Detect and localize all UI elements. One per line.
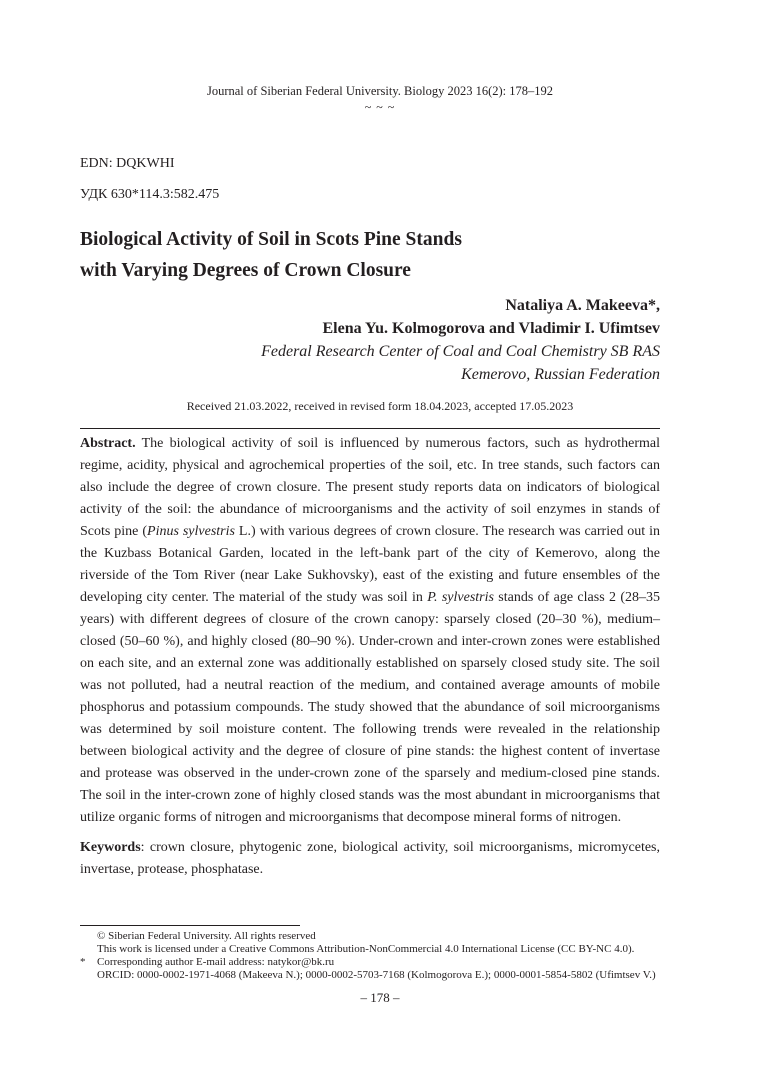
keywords-text: : crown closure, phytogenic zone, biological activity, soil microorganisms, micromycetes, invertase, protease, phosphatase. (80, 840, 660, 877)
abstract-label: Abstract. (80, 436, 136, 451)
keywords (80, 837, 660, 881)
affiliation: Federal Research Center of Coal and Coal Chemistry SB RAS (261, 343, 660, 360)
footnote-star-marker: * (80, 956, 86, 968)
footnote-orcid: ORCID: 0000-0002-1971-4068 (Makeeva N.); 0000-0002-5703-7168 (Kolmogorova E.); 0000-0001-5854-5802 (Ufimtsev V.) (97, 969, 656, 981)
author-block (261, 294, 660, 386)
abstract (80, 433, 660, 829)
location: Kemerovo, Russian Federation (461, 366, 660, 383)
abstract-text-3: stands of age class 2 (28–35 years) with different degrees of closure of the crown canopy: sparsely closed (20–30 %), medium–closed (50–60 %), and highly closed (80–90 %). Under-crown and inter-crown zones were established on each site, and an external zone was additionally established on sparsely closed study site. The soil was not polluted, had a neutral reaction of the medium, and contained average amounts of mobile phosphorus and potassium compounds. The study showed that the abundance of soil microorganisms was determined by soil moisture content. The following trends were revealed in the relationship between biological activity and the degree of closure of pine stands: the highest content of invertase and protease was observed in the under-crown zone of the sparsely and medium-closed pine stands. The soil in the inter-crown zone of highly closed stands was the most abundant in microorganisms that utilize organic forms of nitrogen and microorganisms that decompose mineral forms of nitrogen. (80, 590, 660, 825)
abstract-divider (80, 428, 660, 429)
edn-code: EDN: DQKWHI (80, 156, 175, 171)
article-title (80, 224, 640, 286)
footnote-divider (80, 925, 300, 926)
received-dates: Received 21.03.2022, received in revised form 18.04.2023, accepted 17.05.2023 (186, 399, 574, 413)
authors-line-2: Elena Yu. Kolmogorova and Vladimir I. Ufimtsev (322, 320, 660, 337)
journal-header: Journal of Siberian Federal University. Biology 2023 16(2): 178–192 (206, 84, 553, 98)
abstract-species-short: P. sylvestris (427, 590, 494, 605)
footnote-license: This work is licensed under a Creative Commons Attribution-NonCommercial 4.0 International License (CC BY-NC 4.0). (97, 943, 635, 955)
keywords-label: Keywords (80, 840, 141, 855)
footnote-copyright: © Siberian Federal University. All rights reserved (97, 930, 316, 942)
footnote-corresponding: Corresponding author E-mail address: natykor@bk.ru (97, 956, 335, 968)
title-line-2: with Varying Degrees of Crown Closure (80, 260, 411, 281)
page-number: – 178 – (360, 990, 400, 1005)
abstract-text-1: The biological activity of soil is influenced by numerous factors, such as hydrothermal regime, acidity, physical and agrochemical properties of the soil, etc. In tree stands, such factors can also include the degree of crown closure. The present study reports data on indicators of biological activity of the soil: the abundance of microorganisms and the activity of soil enzymes in stands of Scots pine ( (80, 436, 660, 539)
title-line-1: Biological Activity of Soil in Scots Pine Stands (80, 229, 462, 250)
header-ornament: ~ ~ ~ (364, 100, 396, 114)
authors-line-1: Nataliya A. Makeeva*, (505, 297, 660, 314)
udk-code: УДК 630*114.3:582.475 (80, 187, 220, 202)
abstract-species: Pinus sylvestris (147, 524, 235, 539)
abstract-text-2: L.) with various degrees of crown closure. The research was carried out in the Kuzbass Botanical Garden, located in the left-bank part of the city of Kemerovo, along the riverside of the Tom River (near Lake Sukhovsky), east of the existing and future ensembles of the developing city center. The material of the study was soil in (80, 524, 661, 605)
